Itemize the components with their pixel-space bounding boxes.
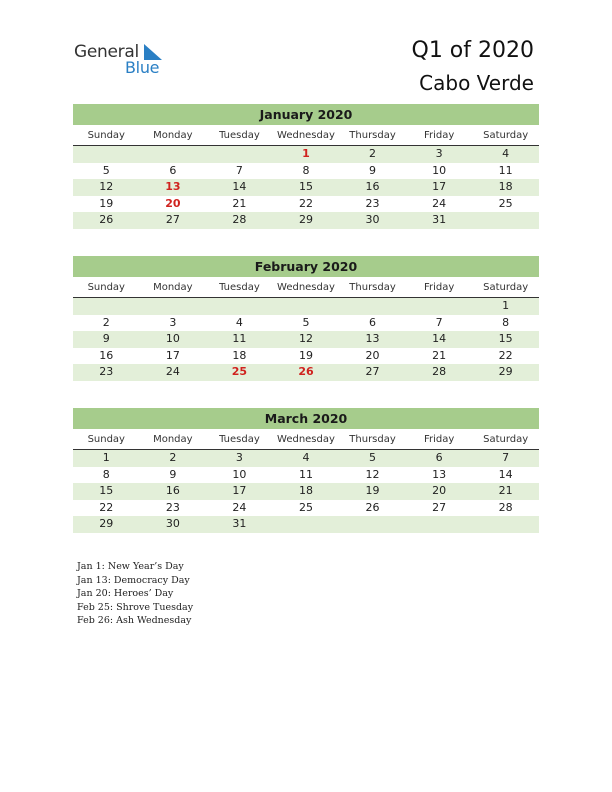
holiday-list-item: Jan 20: Heroes’ Day (77, 588, 174, 599)
month-title: January 2020 (73, 104, 539, 125)
day-cell: 9 (369, 163, 377, 177)
weekday-label: Thursday (349, 434, 396, 445)
weekday-label: Sunday (87, 282, 125, 293)
day-cell: 28 (232, 213, 247, 226)
empty-day-cell (73, 298, 140, 315)
day-cell: 21 (498, 484, 513, 497)
day-cell: 14 (432, 332, 447, 345)
month-january (73, 104, 539, 229)
day-cell: 28 (432, 365, 447, 378)
day-cell: 10 (165, 332, 180, 345)
day-cell: 3 (169, 315, 177, 329)
day-cell: 23 (365, 196, 380, 210)
day-cell: 15 (298, 180, 313, 193)
day-cell: 15 (498, 332, 513, 345)
day-cell: 7 (502, 451, 510, 464)
day-cell: 3 (435, 147, 443, 160)
empty-day-cell (206, 298, 273, 315)
day-cell: 19 (365, 484, 380, 497)
month-february (73, 256, 539, 381)
weekday-label: Thursday (349, 130, 396, 141)
week-row (73, 196, 539, 213)
day-cell: 16 (99, 348, 114, 362)
day-cell: 6 (435, 451, 443, 464)
day-cell: 29 (99, 517, 114, 530)
country-name: Cabo Verde (419, 71, 534, 95)
day-cell: 6 (369, 315, 377, 329)
month-march (73, 408, 539, 533)
day-cell: 25 (298, 500, 313, 514)
day-cell: 24 (232, 500, 247, 514)
day-cell: 7 (235, 163, 243, 177)
day-cell: 2 (369, 147, 377, 160)
empty-day-cell (406, 298, 473, 315)
empty-day-cell (140, 146, 207, 163)
empty-day-cell (73, 146, 140, 163)
week-row (73, 364, 539, 381)
day-cell: 4 (235, 315, 243, 329)
day-cell: 14 (498, 467, 513, 481)
weekday-label: Saturday (483, 434, 529, 445)
day-cell: 2 (169, 451, 177, 464)
holiday-list-item: Jan 1: New Year’s Day (77, 561, 184, 572)
empty-day-cell (339, 516, 406, 533)
holiday-day-cell: 13 (165, 180, 181, 193)
day-cell: 29 (498, 365, 513, 378)
week-row (73, 450, 539, 467)
day-cell: 13 (365, 332, 380, 345)
weekday-header-row (73, 128, 539, 146)
weekday-label: Thursday (349, 282, 396, 293)
day-cell: 5 (102, 163, 110, 177)
week-row (73, 483, 539, 500)
day-cell: 12 (99, 180, 114, 193)
empty-day-cell (140, 298, 207, 315)
weekday-header-row (73, 280, 539, 298)
day-cell: 27 (432, 500, 447, 514)
day-cell: 30 (165, 517, 180, 530)
day-cell: 6 (169, 163, 177, 177)
weekday-label: Friday (423, 434, 455, 445)
empty-day-cell (273, 516, 340, 533)
day-cell: 11 (298, 467, 313, 481)
day-cell: 24 (165, 365, 180, 378)
day-cell: 3 (235, 451, 243, 464)
day-cell: 26 (365, 500, 380, 514)
generalblue-logo (74, 42, 184, 78)
day-cell: 17 (165, 348, 180, 362)
day-cell: 4 (302, 451, 310, 464)
day-cell: 30 (365, 213, 380, 226)
day-cell: 12 (365, 467, 380, 481)
weekday-header-row (73, 432, 539, 450)
weekday-label: Tuesday (219, 282, 260, 293)
holiday-list-item: Feb 25: Shrove Tuesday (77, 601, 194, 613)
day-cell: 19 (298, 348, 313, 362)
month-title: February 2020 (73, 256, 539, 277)
day-cell: 17 (232, 484, 247, 497)
weekday-label: Saturday (483, 282, 529, 293)
day-cell: 28 (498, 500, 513, 514)
day-cell: 9 (102, 332, 110, 345)
day-cell: 20 (365, 348, 380, 362)
day-cell: 27 (165, 213, 180, 226)
weekday-label: Wednesday (277, 130, 335, 141)
weekday-label: Sunday (87, 434, 125, 445)
day-cell: 20 (432, 484, 447, 497)
empty-day-cell (339, 298, 406, 315)
weekday-label: Sunday (87, 130, 125, 141)
empty-day-cell (273, 298, 340, 315)
day-cell: 16 (365, 180, 380, 193)
holiday-day-cell: 20 (165, 196, 181, 210)
weekday-label: Monday (153, 434, 193, 445)
empty-day-cell (472, 212, 539, 229)
day-cell: 5 (369, 451, 377, 464)
logo-text-blue: Blue (125, 58, 160, 77)
week-row (73, 163, 539, 180)
day-cell: 1 (102, 451, 110, 464)
day-cell: 29 (298, 213, 313, 226)
empty-day-cell (406, 516, 473, 533)
holiday-day-cell: 25 (231, 365, 248, 378)
week-row (73, 298, 539, 315)
day-cell: 9 (169, 467, 177, 481)
day-cell: 16 (165, 484, 180, 497)
day-cell: 22 (298, 196, 313, 210)
weekday-label: Wednesday (277, 282, 335, 293)
holiday-list-item: Feb 26: Ash Wednesday (77, 615, 192, 626)
holiday-list (77, 560, 193, 628)
day-cell: 14 (232, 180, 247, 193)
day-cell: 8 (502, 315, 510, 329)
week-row (73, 146, 539, 163)
day-cell: 1 (502, 299, 510, 312)
day-cell: 15 (99, 484, 114, 497)
weekday-label: Friday (423, 130, 455, 141)
day-cell: 8 (102, 467, 110, 481)
month-title: March 2020 (73, 408, 539, 429)
day-cell: 8 (302, 163, 310, 177)
day-cell: 10 (232, 467, 247, 481)
day-cell: 7 (435, 315, 443, 329)
week-row (73, 331, 539, 348)
day-cell: 26 (99, 213, 114, 226)
week-row (73, 179, 539, 196)
weekday-label: Tuesday (219, 130, 260, 141)
day-cell: 5 (302, 315, 310, 329)
day-cell: 21 (232, 196, 247, 210)
day-cell: 31 (232, 517, 247, 530)
week-row (73, 315, 539, 332)
week-row (73, 516, 539, 533)
day-cell: 12 (298, 332, 313, 345)
weekday-label: Tuesday (219, 434, 260, 445)
week-row (73, 467, 539, 484)
weekday-label: Monday (153, 130, 193, 141)
day-cell: 18 (232, 348, 247, 362)
page-title: Q1 of 2020 (411, 38, 534, 63)
week-row (73, 348, 539, 365)
weekday-label: Wednesday (277, 434, 335, 445)
day-cell: 23 (99, 365, 114, 378)
day-cell: 22 (99, 500, 114, 514)
logo-text-general: General (74, 42, 139, 62)
day-cell: 21 (432, 348, 447, 362)
day-cell: 4 (502, 147, 510, 160)
day-cell: 11 (498, 163, 513, 177)
day-cell: 25 (498, 196, 513, 210)
week-row (73, 212, 539, 229)
day-cell: 10 (432, 163, 447, 177)
weekday-label: Saturday (483, 130, 529, 141)
day-cell: 2 (102, 315, 110, 329)
empty-day-cell (206, 146, 273, 163)
day-cell: 31 (432, 213, 447, 226)
empty-day-cell (472, 516, 539, 533)
day-cell: 11 (232, 332, 247, 345)
day-cell: 24 (432, 196, 447, 210)
week-row (73, 500, 539, 517)
day-cell: 27 (365, 365, 380, 378)
holiday-day-cell: 26 (298, 365, 314, 378)
day-cell: 18 (498, 180, 513, 193)
holiday-day-cell: 1 (302, 147, 310, 160)
day-cell: 13 (432, 467, 447, 481)
weekday-label: Monday (153, 282, 193, 293)
weekday-label: Friday (423, 282, 455, 293)
day-cell: 23 (165, 500, 180, 514)
day-cell: 17 (432, 180, 447, 193)
day-cell: 22 (498, 348, 513, 362)
day-cell: 18 (298, 484, 313, 497)
holiday-list-item: Jan 13: Democracy Day (77, 574, 190, 586)
day-cell: 19 (99, 196, 114, 210)
